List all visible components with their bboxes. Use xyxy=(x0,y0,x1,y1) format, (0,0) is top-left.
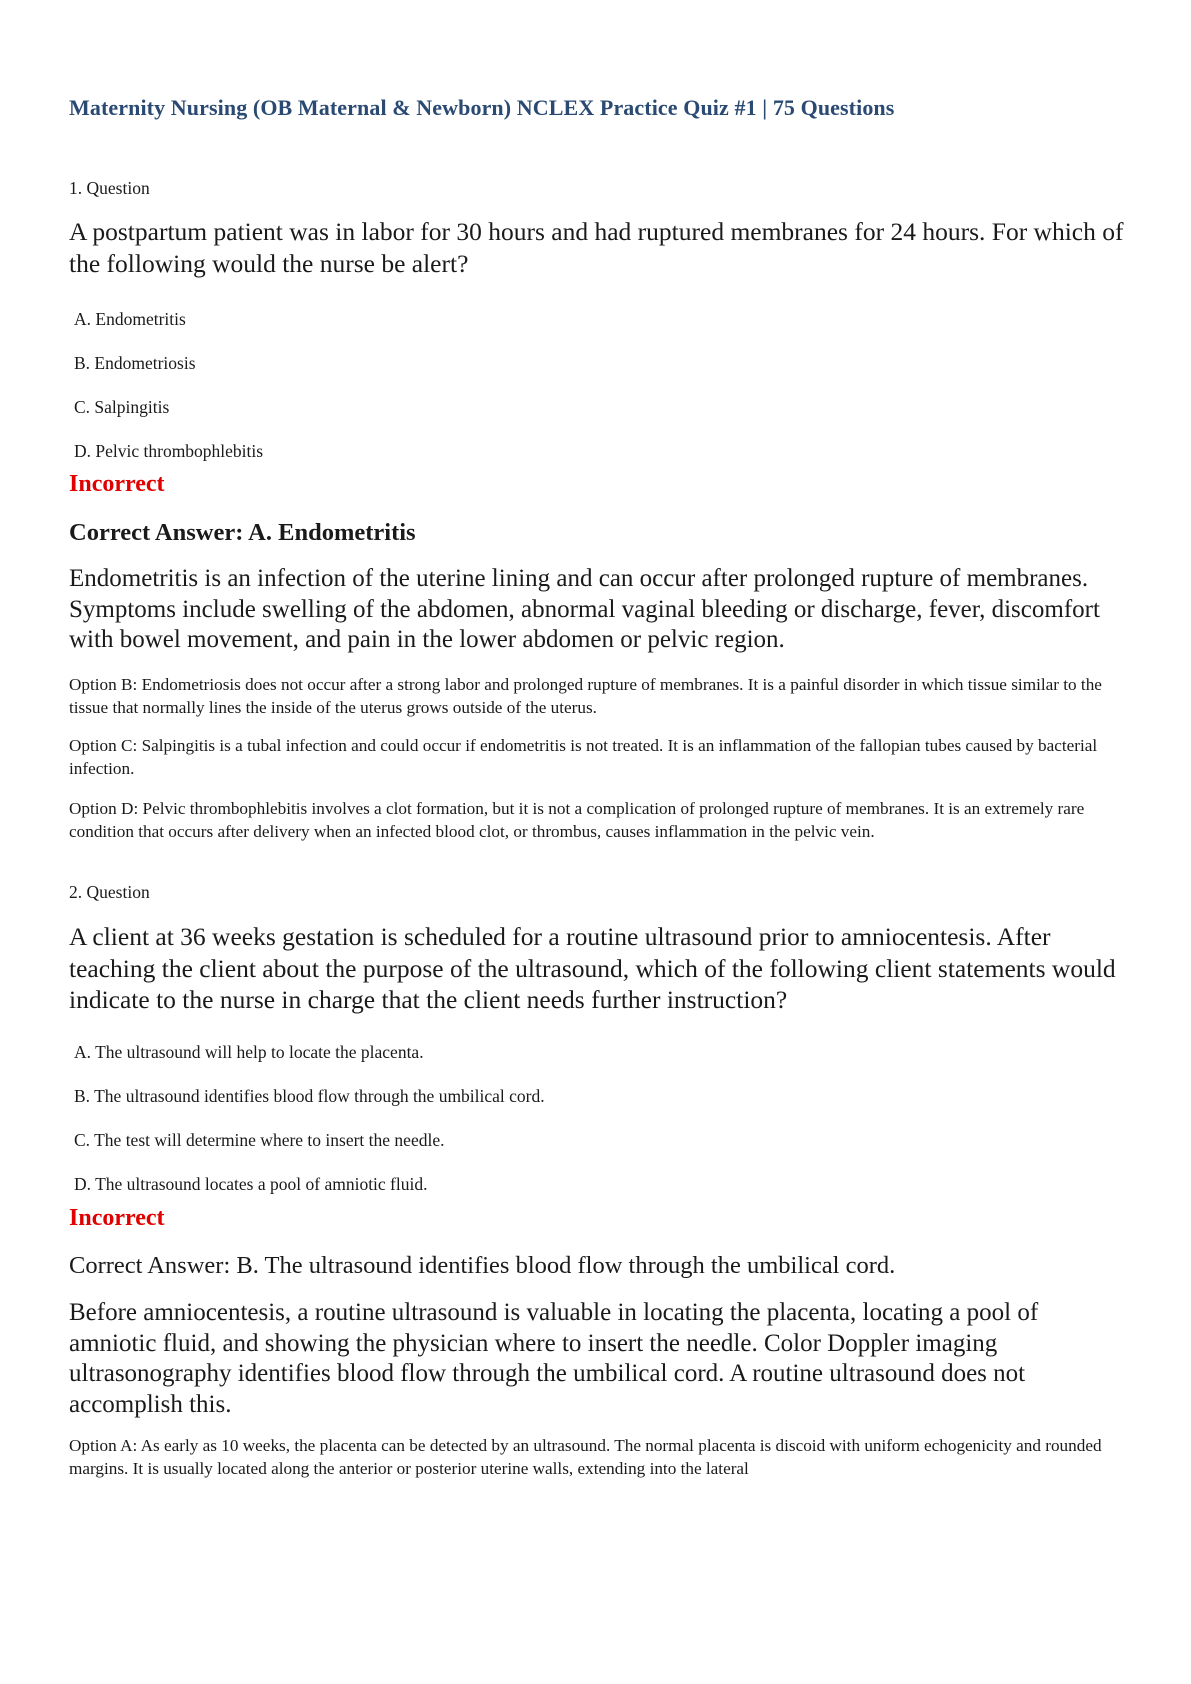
question-2-option-c: C. The test will determine where to insert the needle. xyxy=(74,1130,445,1150)
question-1-option-d-note: Option D: Pelvic thrombophlebitis involves a clot formation, but it is not a complication of prolonged rupture of membranes. It is an extremely rare condition that occurs after delivery when an infected blood clot, or thrombus, causes inflammation in the pelvic vein. xyxy=(69,799,1085,841)
question-2-option-a-note: Option A: As early as 10 weeks, the placenta can be detected by an ultrasound. The normal placenta is discoid with uniform echogenicity and rounded margins. It is usually located along the anterior or posterior uterine walls, extending into the lateral xyxy=(69,1436,1102,1478)
question-1-option-c: C. Salpingitis xyxy=(74,397,170,417)
question-2-text: A client at 36 weeks gestation is scheduled for a routine ultrasound prior to amniocentesis. After teaching the client about the purpose of the ultrasound, which of the following client statements would indicate to the nurse in charge that the client needs further instruction? xyxy=(69,922,1116,1014)
question-1-option-a: A. Endometritis xyxy=(74,309,186,329)
question-2-option-d: D. The ultrasound locates a pool of amniotic fluid. xyxy=(74,1174,428,1194)
question-2-number: 2. Question xyxy=(69,882,150,902)
question-2-option-b: B. The ultrasound identifies blood flow through the umbilical cord. xyxy=(74,1086,545,1106)
question-2-explanation: Before amniocentesis, a routine ultrasound is valuable in locating the placenta, locating a pool of amniotic fluid, and showing the physician where to insert the needle. Color Doppler imaging ultrasonography identifies blood flow through the umbilical cord. A routine ultrasound does not accomplish this. xyxy=(69,1299,1039,1418)
question-2-options xyxy=(74,1041,545,1217)
question-1-explanation: Endometritis is an infection of the uterine lining and can occur after prolonged rupture of membranes. Symptoms include swelling of the abdomen, abnormal vaginal bleeding or discharge, fever, discomfort with bowel movement, and pain in the lower abdomen or pelvic region. xyxy=(69,565,1100,653)
question-1-text: A postpartum patient was in labor for 30 hours and had ruptured membranes for 24 hours. For which of the following would the nurse be alert? xyxy=(69,217,1124,278)
question-2-option-a: A. The ultrasound will help to locate the placenta. xyxy=(74,1042,424,1062)
question-2-correct-answer: Correct Answer: B. The ultrasound identifies blood flow through the umbilical cord. xyxy=(69,1252,896,1279)
document-title: Maternity Nursing (OB Maternal & Newborn) NCLEX Practice Quiz #1 | 75 Questions xyxy=(69,95,895,120)
question-1-option-d: D. Pelvic thrombophlebitis xyxy=(74,441,264,461)
question-1-option-b: B. Endometriosis xyxy=(74,353,196,373)
question-1-options xyxy=(74,308,263,484)
question-2-result: Incorrect xyxy=(69,1205,165,1231)
question-1-option-c-note: Option C: Salpingitis is a tubal infection and could occur if endometritis is not treated. It is an inflammation of the fallopian tubes caused by bacterial infection. xyxy=(69,736,1098,778)
question-1-result: Incorrect xyxy=(69,471,165,497)
question-1-option-b-note: Option B: Endometriosis does not occur after a strong labor and prolonged rupture of membranes. It is a painful disorder in which tissue similar to the tissue that normally lines the inside of the uterus grows outside of the uterus. xyxy=(69,675,1102,717)
question-1-correct-answer: Correct Answer: A. Endometritis xyxy=(69,519,416,546)
question-1-number: 1. Question xyxy=(69,178,150,198)
